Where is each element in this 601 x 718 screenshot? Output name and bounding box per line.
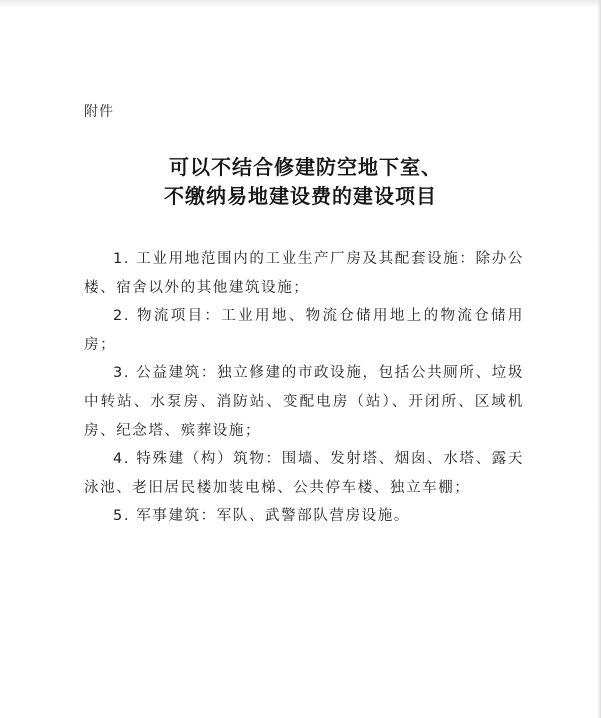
list-item: 4. 特殊建（构）筑物：围墙、发射塔、烟囱、水塔、露天泳池、老旧居民楼加装电梯、公共停车楼、独立车棚； [84, 451, 524, 496]
list-item: 5. 军事建筑：军队、武警部队营房设施。 [113, 508, 410, 525]
document-title [0, 153, 601, 211]
list-item: 2. 物流项目：工业用地、物流仓储用地上的物流仓储用房； [84, 308, 524, 353]
item-list [84, 245, 524, 531]
list-item: 1. 工业用地范围内的工业生产厂房及其配套设施：除办公楼、宿舍以外的其他建筑设施； [84, 251, 524, 296]
attachment-label: 附件 [84, 104, 114, 120]
scan-shadow-top [0, 0, 601, 8]
title-line-1: 可以不结合修建防空地下室、 [169, 155, 442, 179]
title-line-2: 不缴纳易地建设费的建设项目 [164, 184, 437, 208]
list-item: 3. 公益建筑：独立修建的市政设施，包括公共厕所、垃圾中转站、水泵房、消防站、变配电房（站）、开闭所、区域机房、纪念塔、殡葬设施； [84, 365, 524, 439]
scan-shadow-right [597, 0, 601, 718]
